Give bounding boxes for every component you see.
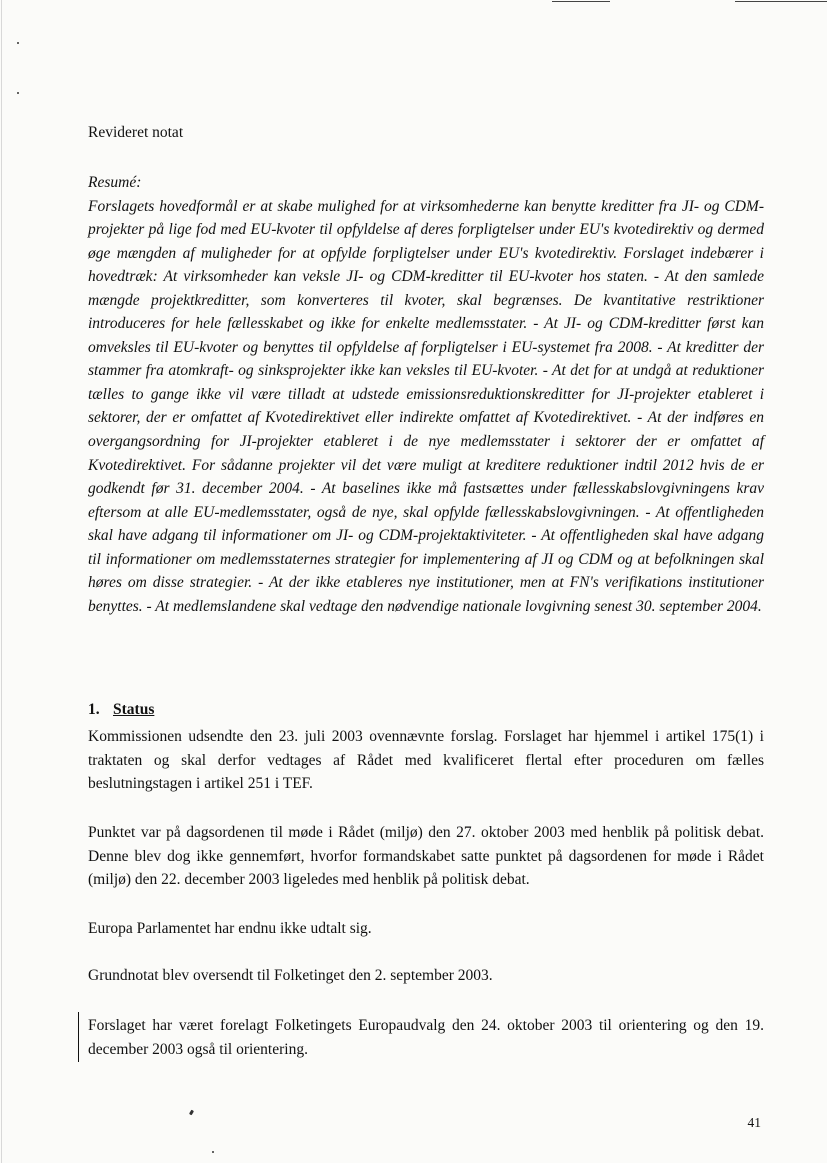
scan-top-line — [552, 1, 610, 2]
scan-speck — [212, 1151, 214, 1153]
document-heading: Revideret notat — [88, 124, 184, 141]
section-number: 1. — [88, 701, 100, 718]
resume-label: Resumé: — [88, 174, 142, 191]
section-heading — [88, 700, 764, 720]
resume-text: Forslagets hovedformål er at skabe mulighed for at virksomhederne kan benytte kreditter fra JI- og CDM-projekter på lige fod med EU-kvoter til opfyldelse af deres forpligtelser under EU's kvotedirektiv og dermed øge mængden af muligheder for at opfylde forpligtelser under EU's kvotedirektiv. Forslaget indebærer i hovedtræk: At virksomheder kan veksle JI- og CDM-kreditter til EU-kvoter hos staten. - At den samlede mængde projektkreditter, som konverteres til kvoter, skal begrænses. De kvantitative restriktioner introduceres for hele fællesskabet og ikke for enkelte medlemsstater. - At JI- og CDM-kreditter først kan omveksles til EU-kvoter og benyttes til opfyldelse af forpligtelser i EU-systemet fra 2008. - At kreditter der stammer fra atomkraft- og sinksprojekter ikke kan veksles til EU-kvoter. - At det for at undgå at reduktioner tælles to gange ikke vil være tilladt at udstede emissionsreduktionskreditter for JI-projekter etableret i sektorer, der er omfattet af Kvotedirektivet eller indirekte omfattet af Kvotedirektivet. - At der indføres en overgangsordning for JI-projekter etableret i de nye medlemsstater i sektorer der er omfattet af Kvotedirektivet. For sådanne projekter vil det være muligt at kreditere reduktioner indtil 2012 hvis de er godkendt før 31. december 2004. - At baselines ikke må fastsættes under fællesskabslovgivningens krav eftersom at alle EU-medlemsstater, også de nye, skal opfylde fællesskabslovgivningen. - At offentligheden skal have adgang til informationer om JI- og CDM-projektaktiviteter. - At offentligheden skal have adgang til informationer om medlemsstaternes strategier for implementering af JI og CDM og at befolkningen skal høres om disse strategier. - At der ikke etableres nye institutioner, men at FN's verifikations institutioner benyttes. - At medlemslandene skal vedtage den nødvendige nationale lovgivning senest 30. september 2004. — [88, 197, 764, 615]
scan-speck — [17, 92, 19, 94]
section-title: Status — [113, 701, 155, 718]
status-paragraph: Forslaget har været forelagt Folketingets Europaudvalg den 24. oktober 2003 til orientering og den 19. december 2003 også til orientering. — [88, 1017, 764, 1058]
status-paragraph: Europa Parlamentet har endnu ikke udtalt sig. — [88, 920, 372, 937]
status-paragraph: Punktet var på dagsordenen til møde i Rådet (miljø) den 27. oktober 2003 med henblik på politisk debat. Denne blev dog ikke gennemført, hvorfor formandskabet satte punktet på dagsordenen for møde i Rådet (miljø) den 22. december 2003 ligeledes med henblik på politisk debat. — [88, 824, 764, 888]
status-paragraph: Kommissionen udsendte den 23. juli 2003 ovennævnte forslag. Forslaget har hjemmel i artikel 175(1) i traktaten og skal derfor vedtages af Rådet med kvalificeret flertal efter proceduren om fælles beslutningstagen i artikel 251 i TEF. — [88, 728, 764, 792]
scan-speck — [17, 42, 19, 44]
status-paragraph: Grundnotat blev oversendt til Folketinget den 2. september 2003. — [88, 967, 493, 984]
scan-speck — [189, 1110, 194, 1116]
resume-block — [88, 171, 764, 618]
scan-edge-left — [1, 0, 2, 1163]
page-number: 41 — [747, 1115, 761, 1130]
scan-top-line — [735, 1, 827, 2]
revision-change-bar — [78, 1012, 79, 1062]
